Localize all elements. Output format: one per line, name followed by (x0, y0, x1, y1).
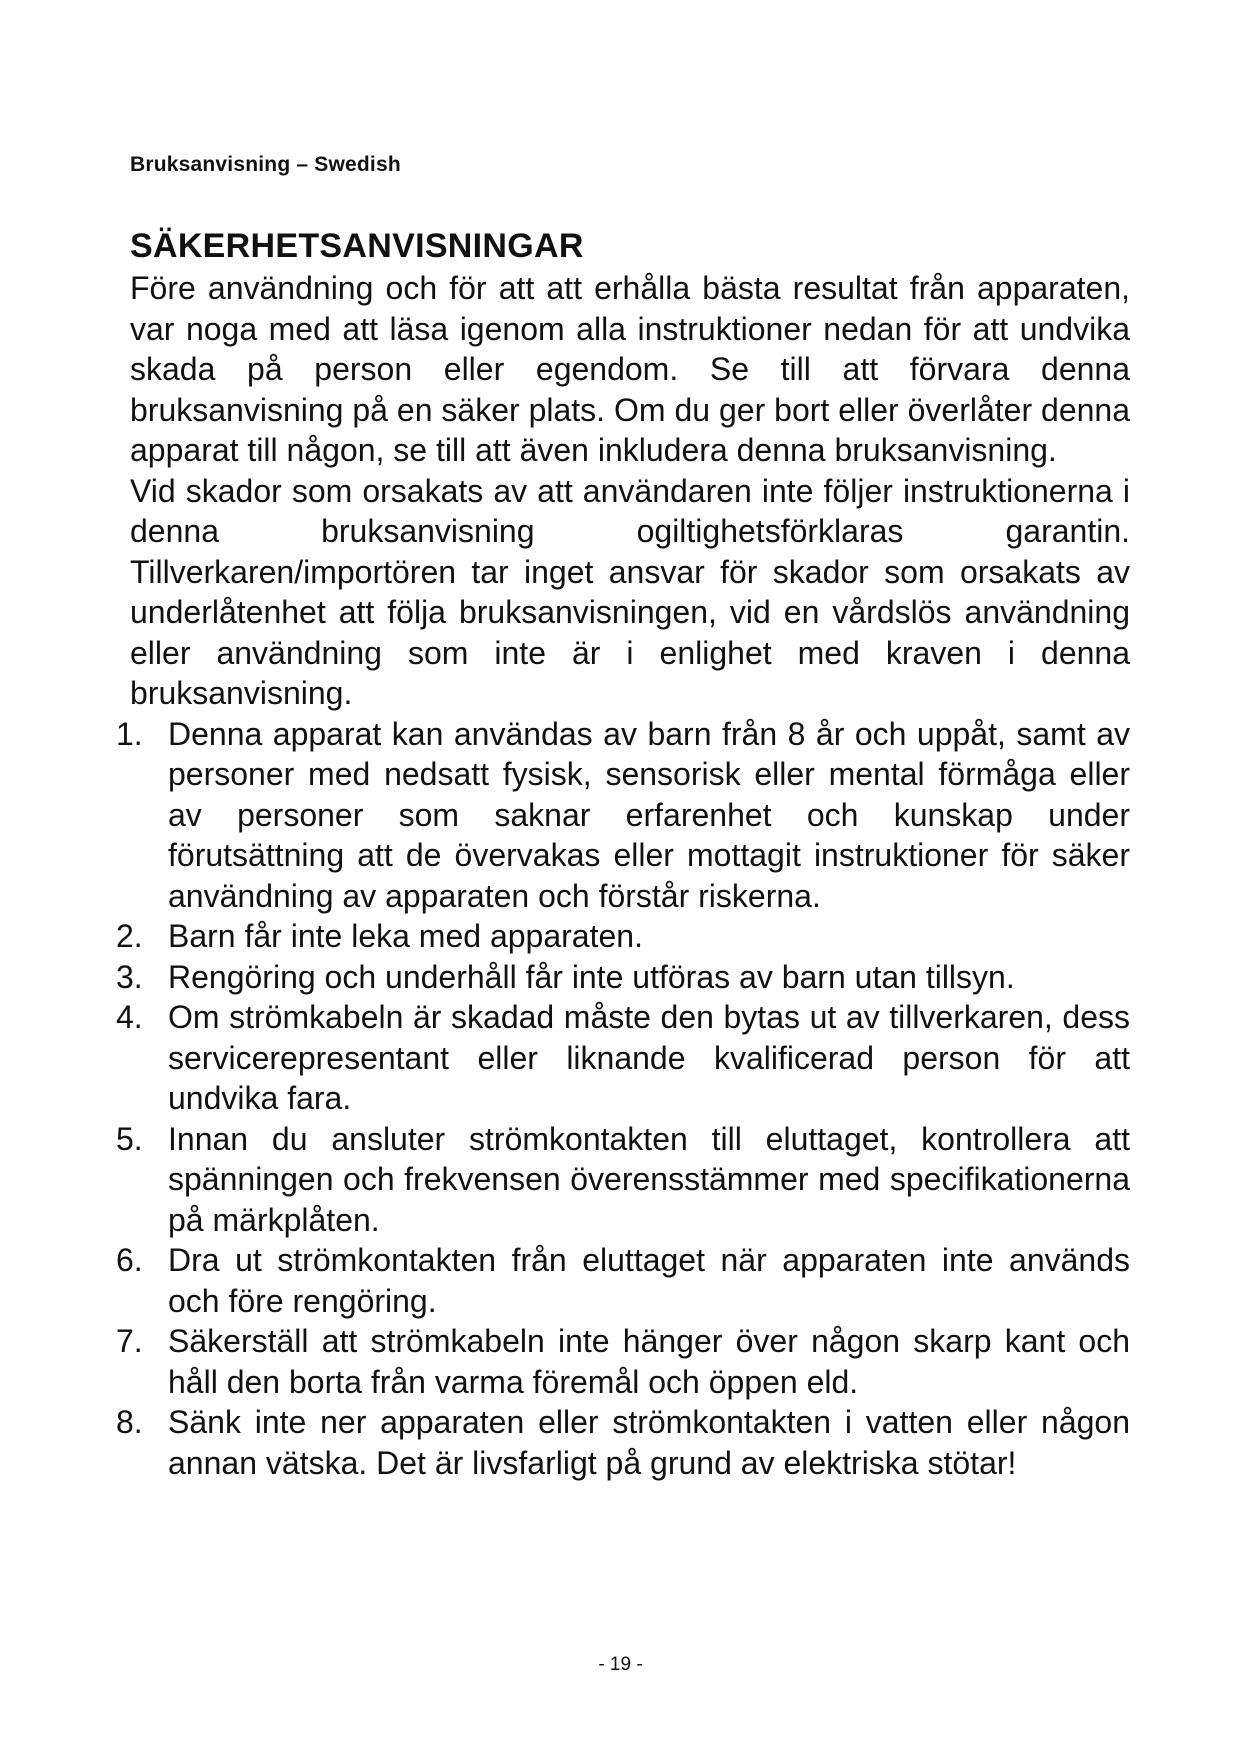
list-item (116, 714, 1130, 917)
section-title: SÄKERHETSANVISNINGAR (130, 227, 584, 265)
list-item-text: Säkerställ att strömkabeln inte hänger över någon skarp kant och håll den borta från varma föremål och öppen eld. (168, 1323, 1130, 1400)
safety-list (116, 714, 1130, 1484)
document-header: Bruksanvisning – Swedish (130, 153, 401, 176)
list-item-number: 8. (116, 1404, 143, 1440)
warranty-paragraph: Vid skador som orsakats av att användaren inte följer instruktionerna i denna bruksanvisning ogiltighetsförklaras garantin. Tillverkaren/importören tar inget ansvar för skador som orsakats av underlåtenhet att följa bruksanvisningen, vid en vårdslös användning eller användning som inte är i enlighet med kraven i denna bruksanvisning. (130, 472, 1130, 711)
list-item-text: Barn får inte leka med apparaten. (168, 918, 643, 954)
list-item (116, 1240, 1130, 1321)
list-item-text: Denna apparat kan användas av barn från 8 år och uppåt, samt av personer med nedsatt fysisk, sensorisk eller mental förmåga eller av personer som saknar erfarenhet och kunskap under förutsättning att de övervakas eller mottagit instruktioner för säker användning av apparaten och förstår riskerna. (168, 715, 1130, 914)
list-item-text: Rengöring och underhåll får inte utföras av barn utan tillsyn. (168, 958, 1015, 995)
intro-paragraph: Före användning och för att att erhålla bästa resultat från apparaten, var noga med att läsa igenom alla instruktioner nedan för att undvika skada på person eller egendom. Se till att förvara denna bruksanvisning på en säker plats. Om du ger bort eller överlåter denna apparat till någon, se till att även inkludera denna bruksanvisning. (130, 270, 1130, 468)
list-item (116, 1119, 1130, 1241)
list-item (116, 997, 1130, 1119)
list-item-text: Sänk inte ner apparaten eller strömkontakten i vatten eller någon annan vätska. Det är livsfarligt på grund av elektriska stötar! (168, 1404, 1130, 1481)
list-item-text: Om strömkabeln är skadad måste den bytas ut av tillverkaren, dess servicerepresentant eller liknande kvalificerad person för att undvika fara. (168, 999, 1130, 1116)
page-number: - 19 - (598, 1654, 643, 1675)
list-item-number: 5. (116, 1120, 143, 1157)
safety-section (116, 226, 1130, 1483)
list-item-text: Dra ut strömkontakten från eluttaget när apparaten inte används och före rengöring. (168, 1242, 1130, 1319)
list-item (116, 916, 1130, 957)
list-item-number: 4. (116, 999, 143, 1035)
list-item (116, 1402, 1130, 1483)
list-item-text: Innan du ansluter strömkontakten till eluttaget, kontrollera att spänningen och frekvensen överensstämmer med specifikationerna på märkplåten. (168, 1120, 1130, 1238)
list-item-number: 7. (116, 1323, 143, 1359)
list-item (116, 957, 1130, 998)
list-item-number: 1. (116, 715, 143, 752)
list-item (116, 1321, 1130, 1402)
list-item-number: 6. (116, 1242, 143, 1278)
list-item-number: 2. (116, 918, 143, 954)
list-item-number: 3. (116, 958, 143, 995)
